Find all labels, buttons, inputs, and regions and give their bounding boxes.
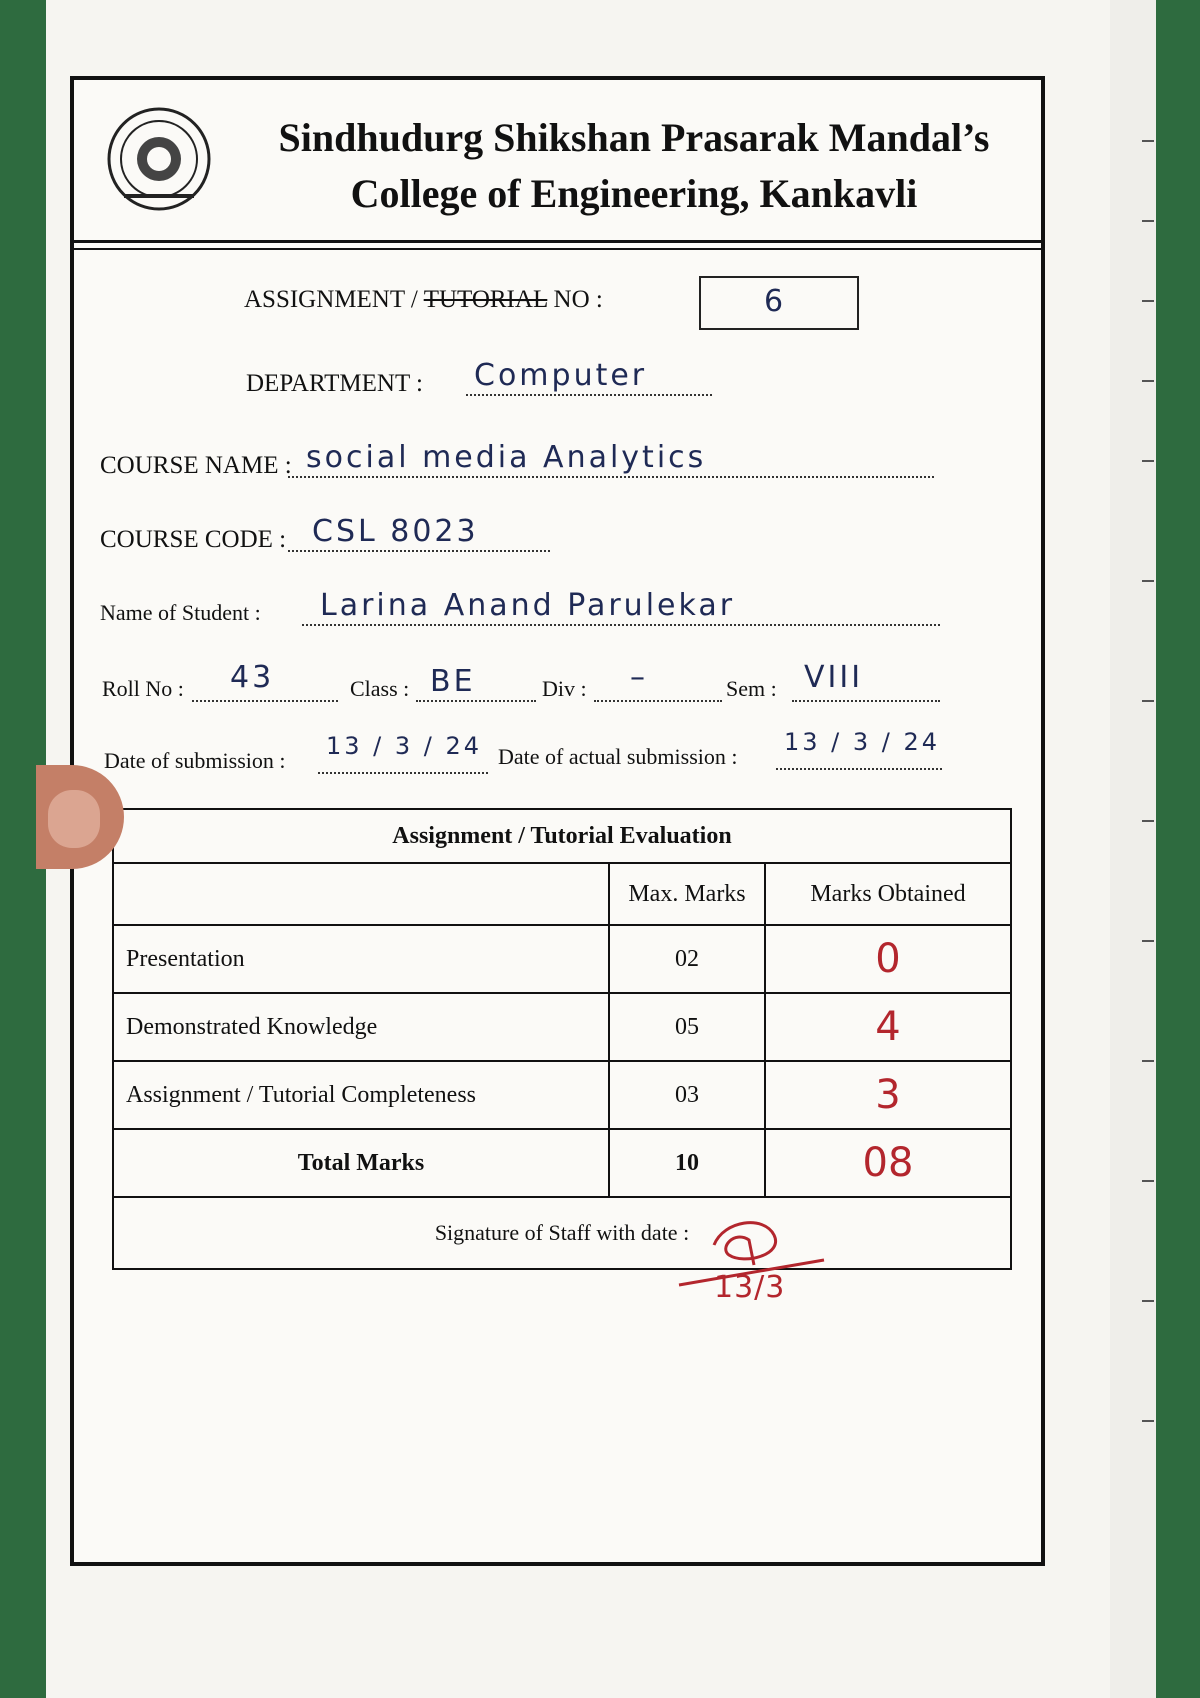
evaluation-table (112, 808, 1012, 1270)
criterion-presentation: Presentation (113, 925, 609, 993)
sem-label: Sem : (726, 676, 777, 701)
course-name-dotted-line (288, 476, 934, 478)
assignment-label: ASSIGNMENT / TUTORIAL NO : (244, 286, 603, 313)
margin-tick (1142, 1420, 1154, 1422)
submission-date-dotted-line (318, 772, 488, 774)
margin-tick (1142, 380, 1154, 382)
margin-tick (1142, 1180, 1154, 1182)
criterion-completeness: Assignment / Tutorial Completeness (113, 1061, 609, 1129)
margin-tick (1142, 300, 1154, 302)
marks-obtained-cell[interactable]: 3 (765, 1061, 1011, 1129)
student-name-label: Name of Student : (100, 600, 261, 625)
department-value: Computer (474, 358, 648, 393)
tutorial-struck-text: TUTORIAL (423, 286, 548, 313)
total-marks-obtained[interactable]: 08 (765, 1129, 1011, 1197)
header-rule (74, 248, 1041, 250)
course-name-label: COURSE NAME : (100, 452, 292, 479)
department-dotted-line (466, 394, 712, 396)
margin-tick (1142, 940, 1154, 942)
staff-signature-row (113, 1197, 1011, 1269)
sem-value: VIII (804, 660, 864, 695)
assignment-number: 6 (764, 284, 787, 319)
total-max-marks: 10 (609, 1129, 765, 1197)
margin-tick (1142, 580, 1154, 582)
course-code-label: COURSE CODE : (100, 526, 287, 553)
evaluation-title: Assignment / Tutorial Evaluation (113, 809, 1011, 863)
roll-no-dotted-line (192, 700, 338, 702)
total-row (113, 1129, 1011, 1197)
class-value: BE (430, 664, 476, 699)
table-row (113, 993, 1011, 1061)
total-marks-label: Total Marks (113, 1129, 609, 1197)
header-rule (74, 240, 1041, 243)
department-label: DEPARTMENT : (246, 370, 424, 397)
max-marks-cell: 02 (609, 925, 765, 993)
criterion-knowledge: Demonstrated Knowledge (113, 993, 609, 1061)
margin-tick (1142, 140, 1154, 142)
actual-submission-dotted-line (776, 768, 942, 770)
marks-obtained-cell[interactable]: 4 (765, 993, 1011, 1061)
submission-date-value: 13 / 3 / 24 (326, 732, 483, 760)
margin-tick (1142, 700, 1154, 702)
submission-date-label: Date of submission : (104, 748, 286, 773)
margin-tick (1142, 1300, 1154, 1302)
max-marks-cell: 05 (609, 993, 765, 1061)
class-dotted-line (416, 700, 536, 702)
max-marks-header: Max. Marks (609, 863, 765, 925)
table-row (113, 925, 1011, 993)
course-code-value: CSL 8023 (312, 514, 479, 549)
margin-tick (1142, 820, 1154, 822)
signature-label: Signature of Staff with date : (434, 1220, 690, 1245)
student-name-dotted-line (302, 624, 940, 626)
marks-obtained-cell[interactable]: 0 (765, 925, 1011, 993)
class-label: Class : (350, 676, 410, 701)
roll-no-label: Roll No : (102, 676, 184, 701)
college-emblem-icon (104, 104, 214, 214)
signature-date: 13/3 (714, 1270, 786, 1305)
thumbnail-overlay (48, 790, 100, 848)
div-label: Div : (542, 676, 587, 701)
actual-submission-value: 13 / 3 / 24 (784, 728, 941, 756)
course-code-dotted-line (288, 550, 550, 552)
margin-tick (1142, 220, 1154, 222)
div-value: – (630, 660, 648, 695)
marks-obtained-header: Marks Obtained (765, 863, 1011, 925)
college-name: College of Engineering, Kankavli (350, 171, 918, 216)
underlying-page-edge (1110, 0, 1156, 1698)
course-name-value: social media Analytics (306, 440, 707, 475)
actual-submission-label: Date of actual submission : (498, 744, 738, 769)
student-name-value: Larina Anand Parulekar (320, 588, 736, 623)
roll-no-value: 43 (230, 660, 275, 695)
margin-tick (1142, 1060, 1154, 1062)
div-dotted-line (594, 700, 722, 702)
max-marks-cell: 03 (609, 1061, 765, 1129)
cover-page-frame (70, 76, 1045, 1566)
margin-tick (1142, 460, 1154, 462)
criterion-header-cell (113, 863, 609, 925)
table-row (113, 1061, 1011, 1129)
sem-dotted-line (792, 700, 940, 702)
institution-name: Sindhudurg Shikshan Prasarak Mandal’s (278, 115, 990, 160)
